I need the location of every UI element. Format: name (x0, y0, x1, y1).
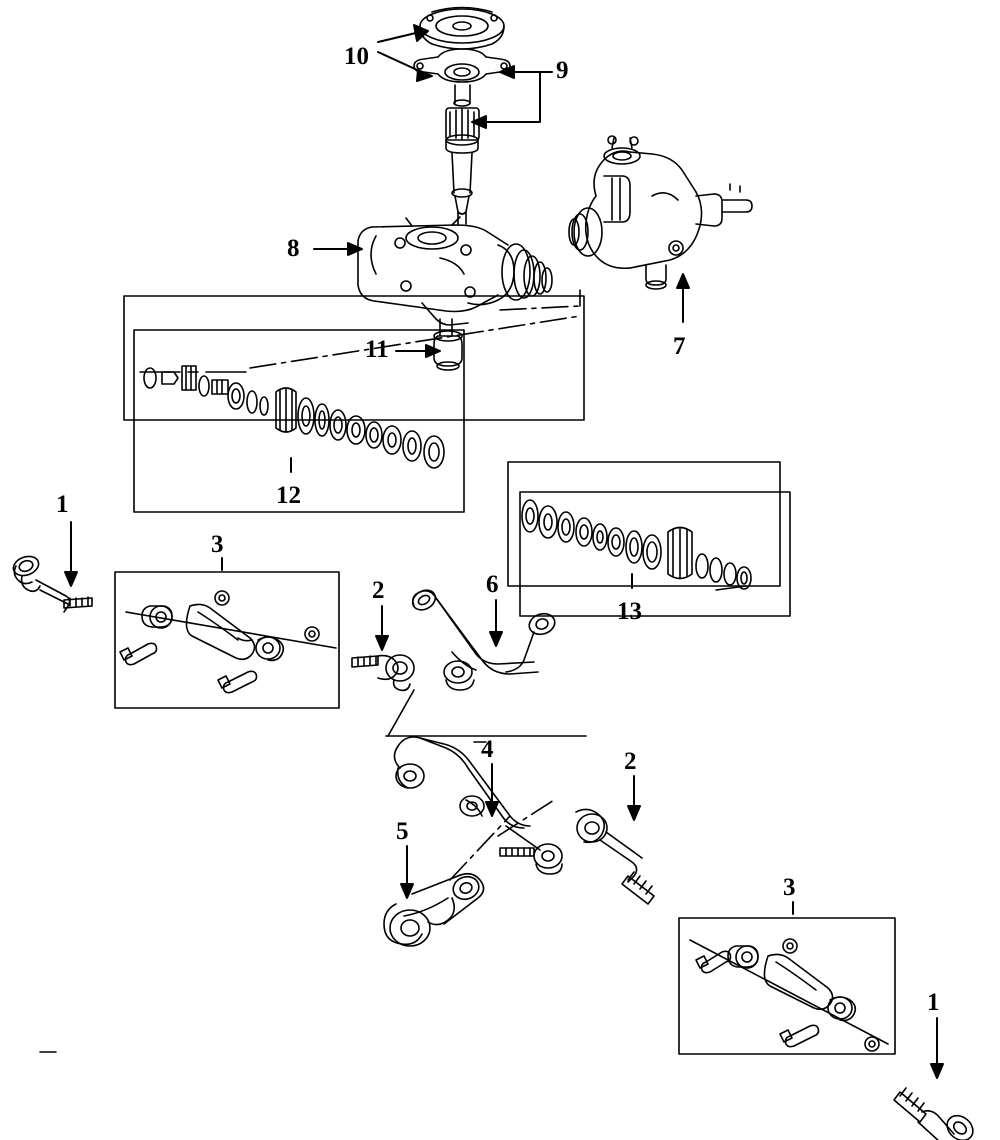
callout-12: 12 (276, 482, 301, 509)
seal-kit-box-right (508, 462, 790, 616)
adjusting-sleeve-kit-box-right (679, 918, 895, 1054)
callout-8: 8 (287, 235, 300, 262)
callout-6: 6 (486, 571, 499, 598)
steering-shaft-end-cover-assembly (414, 8, 510, 225)
callout-9: 9 (556, 57, 569, 84)
callout-1-left: 1 (56, 491, 69, 518)
callout-2-right: 2 (624, 748, 637, 775)
callout-4: 4 (481, 736, 494, 763)
callout-13: 13 (617, 598, 642, 625)
callout-1-right: 1 (927, 989, 940, 1016)
callout-2-left: 2 (372, 577, 385, 604)
callout-leaders (65, 25, 943, 1078)
idler-arm (384, 873, 484, 946)
inner-tie-rod-end-left (352, 655, 414, 690)
callout-5: 5 (396, 818, 409, 845)
callout-11: 11 (365, 336, 389, 363)
callout-3-right: 3 (783, 874, 796, 901)
pitman-arm (388, 586, 557, 736)
seal-kit-box-left (124, 296, 584, 512)
inner-tie-rod-end-right (576, 809, 654, 904)
outer-tie-rod-end-right (894, 1088, 978, 1140)
callout-3-left: 3 (211, 531, 224, 558)
callout-10: 10 (344, 43, 369, 70)
outer-tie-rod-end-left (11, 553, 92, 612)
steering-gear-box (569, 136, 752, 289)
adjusting-sleeve-kit-box-left (115, 572, 339, 708)
construction-lines (40, 290, 580, 1052)
callout-7: 7 (673, 333, 686, 360)
